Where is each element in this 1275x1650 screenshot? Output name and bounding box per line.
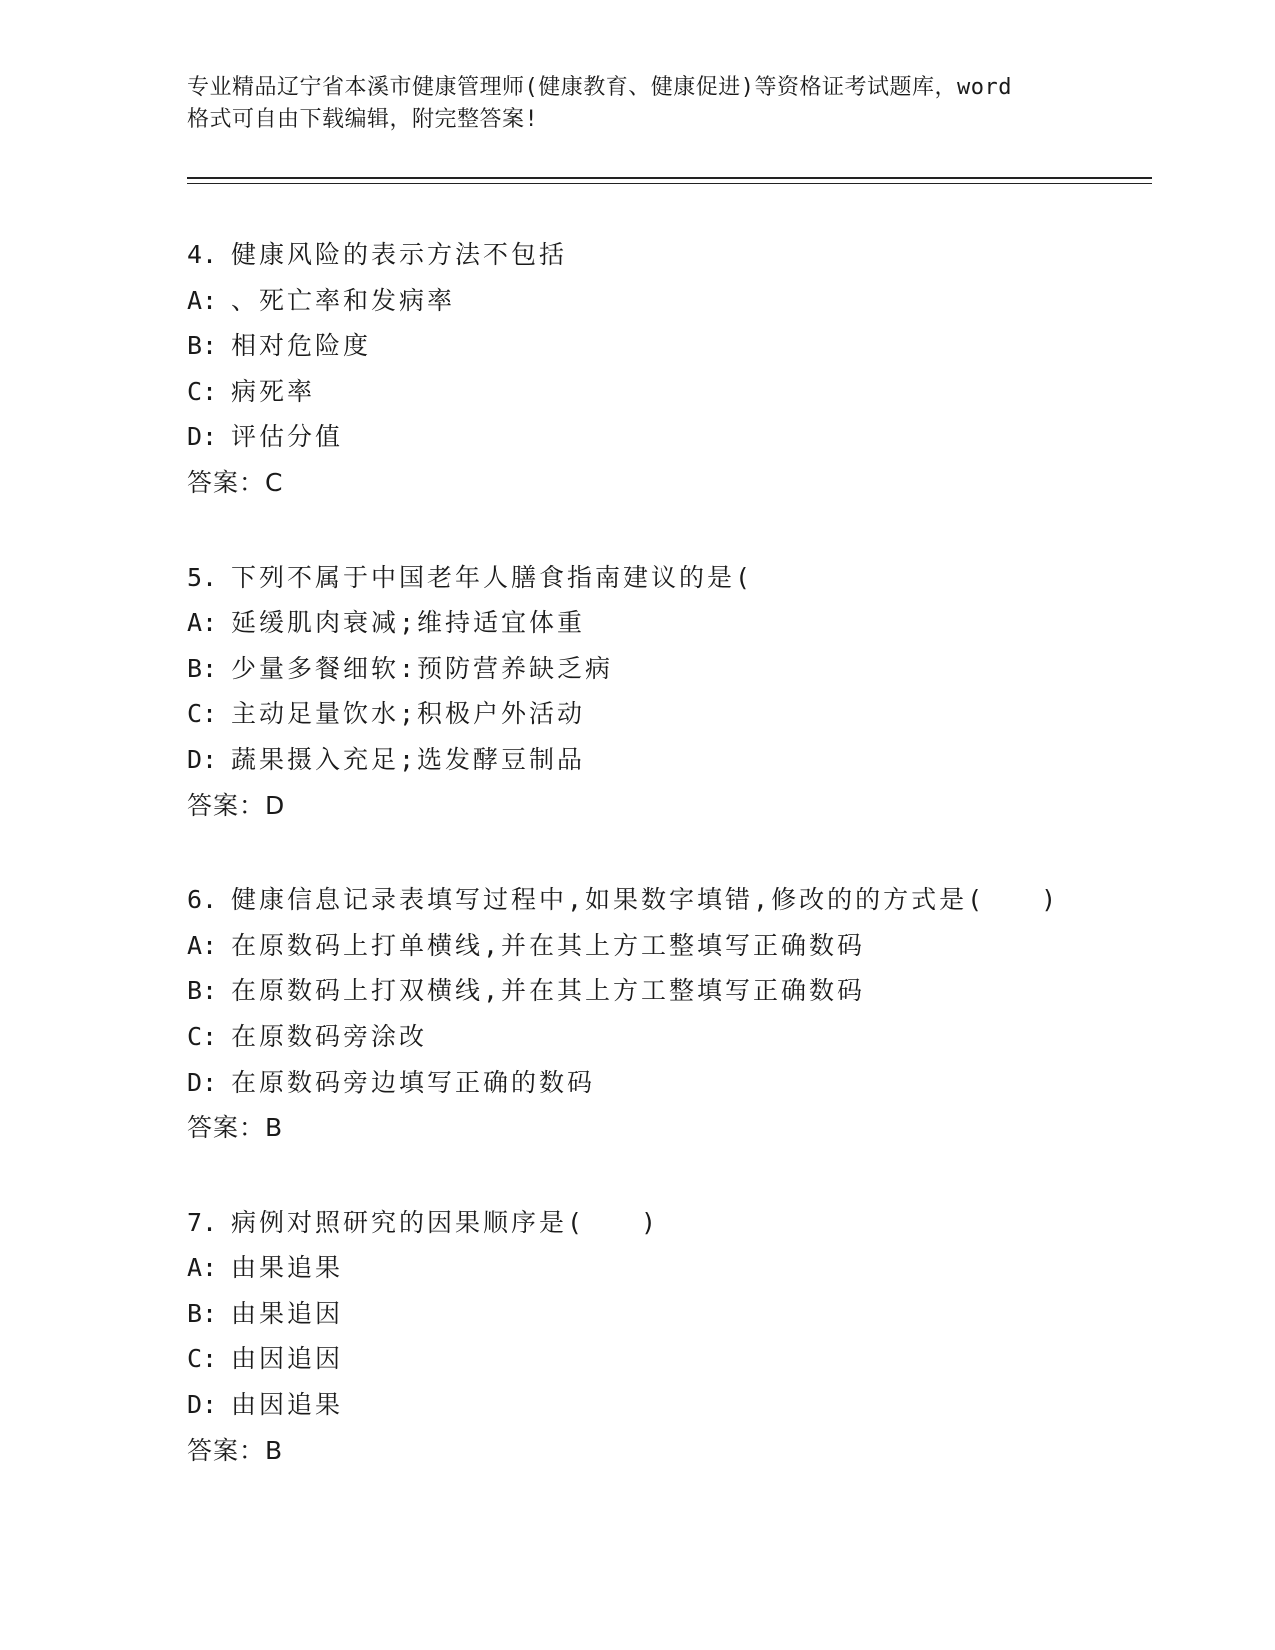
option-key: A: <box>187 285 218 315</box>
option-text: 在原数码上打单横线,并在其上方工整填写正确数码 <box>231 930 866 960</box>
option-d <box>187 1060 1147 1106</box>
document-header <box>187 72 1087 136</box>
option-key: D: <box>187 1390 218 1420</box>
option-key: B: <box>187 1298 218 1328</box>
question-text: 病例对照研究的因果顺序是( ) <box>231 1207 660 1237</box>
option-text: 在原数码旁边填写正确的数码 <box>231 1067 596 1097</box>
header-line-2: 格式可自由下载编辑，附完整答案! <box>187 107 539 132</box>
option-a <box>187 278 1147 324</box>
option-text: 相对危险度 <box>231 331 372 361</box>
option-text: 在原数码旁涂改 <box>231 1021 428 1051</box>
question-number: 6. <box>187 885 218 915</box>
question-block <box>187 555 1147 829</box>
option-key: C: <box>187 1021 218 1051</box>
option-text: 在原数码上打双横线,并在其上方工整填写正确数码 <box>231 976 866 1006</box>
question-stem <box>187 555 1147 601</box>
option-b <box>187 968 1147 1014</box>
option-a <box>187 923 1147 969</box>
question-number: 7. <box>187 1207 218 1237</box>
option-text: 主动足量饮水;积极户外活动 <box>231 699 586 729</box>
answer-line: 答案：B <box>187 1113 284 1143</box>
option-key: A: <box>187 608 218 638</box>
option-text: 由果追果 <box>231 1253 344 1283</box>
option-d <box>187 414 1147 460</box>
option-text: 由因追因 <box>231 1344 344 1374</box>
option-key: A: <box>187 1253 218 1283</box>
option-b <box>187 646 1147 692</box>
option-text: 由因追果 <box>231 1390 344 1420</box>
option-text: 由果追因 <box>231 1298 344 1328</box>
option-c <box>187 1014 1147 1060</box>
question-number: 4. <box>187 240 218 269</box>
header-line-1: 专业精品辽宁省本溪市健康管理师(健康教育、健康促进)等资格证考试题库，word <box>187 75 1012 100</box>
option-key: B: <box>187 976 218 1006</box>
option-c <box>187 369 1147 415</box>
header-divider-bottom <box>187 183 1152 184</box>
option-key: D: <box>187 1067 218 1097</box>
option-c <box>187 691 1147 737</box>
question-block <box>187 232 1147 506</box>
question-text: 健康风险的表示方法不包括 <box>231 240 568 269</box>
option-d <box>187 737 1147 783</box>
question-list <box>187 232 1147 1522</box>
option-b <box>187 1291 1147 1337</box>
option-key: D: <box>187 744 218 774</box>
option-key: C: <box>187 699 218 729</box>
question-stem <box>187 232 1147 278</box>
header-divider-top <box>187 177 1152 179</box>
question-block <box>187 877 1147 1151</box>
option-key: A: <box>187 930 218 960</box>
option-a <box>187 600 1147 646</box>
question-stem <box>187 1200 1147 1246</box>
question-text: 下列不属于中国老年人膳食指南建议的是( <box>231 562 754 592</box>
option-key: B: <box>187 331 218 361</box>
option-text: 延缓肌肉衰减;维持适宜体重 <box>231 608 586 638</box>
option-text: 病死率 <box>231 376 316 406</box>
option-b <box>187 323 1147 369</box>
question-block <box>187 1200 1147 1474</box>
question-number: 5. <box>187 562 218 592</box>
answer-line: 答案：D <box>187 790 286 820</box>
option-key: C: <box>187 1344 218 1374</box>
option-text: 少量多餐细软:预防营养缺乏病 <box>231 653 614 683</box>
option-key: D: <box>187 422 218 452</box>
option-c <box>187 1336 1147 1382</box>
option-key: B: <box>187 653 218 683</box>
option-text: 、死亡率和发病率 <box>231 285 456 315</box>
answer-line: 答案：B <box>187 1435 284 1465</box>
option-d <box>187 1382 1147 1428</box>
question-text: 健康信息记录表填写过程中,如果数字填错,修改的的方式是( ) <box>231 885 1060 915</box>
option-text: 评估分值 <box>231 422 344 452</box>
option-a <box>187 1245 1147 1291</box>
question-stem <box>187 877 1147 923</box>
option-key: C: <box>187 376 218 406</box>
answer-line: 答案：C <box>187 467 284 497</box>
option-text: 蔬果摄入充足;选发酵豆制品 <box>231 744 586 774</box>
